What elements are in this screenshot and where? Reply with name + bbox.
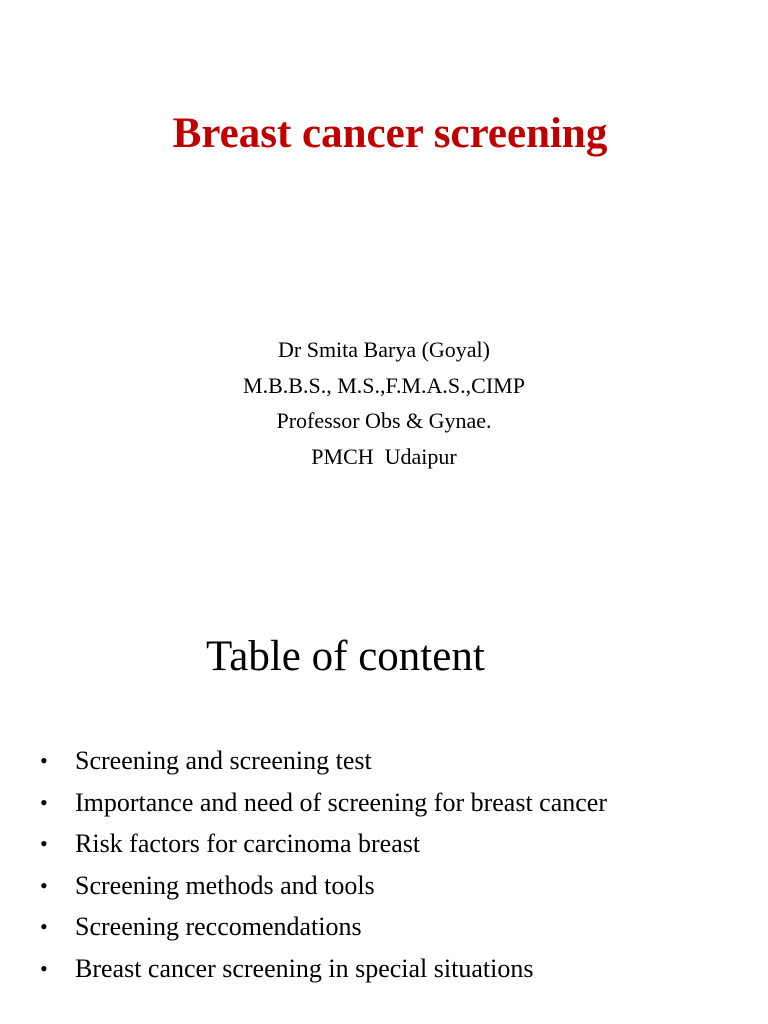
bullet-icon: • xyxy=(40,789,48,815)
list-item-label: Breast cancer screening in special situations xyxy=(75,953,534,983)
author-name: Dr Smita Barya (Goyal) xyxy=(278,337,490,362)
list-item-label: Screening methods and tools xyxy=(75,870,375,900)
presentation-title: Breast cancer screening xyxy=(172,110,608,157)
slide-table-of-content xyxy=(0,512,768,1024)
list-item xyxy=(40,906,607,948)
author-degrees: M.B.B.S., M.S.,F.M.A.S.,CIMP xyxy=(243,372,525,398)
toc-list xyxy=(40,740,607,990)
bullet-icon: • xyxy=(40,748,48,773)
author-institution: PMCH Udaipur xyxy=(311,443,457,469)
list-item xyxy=(40,782,607,824)
bullet-icon: • xyxy=(40,914,48,940)
toc-heading: Table of content xyxy=(206,633,485,680)
list-item xyxy=(40,740,607,782)
author-block xyxy=(0,332,768,474)
bullet-icon: • xyxy=(40,955,48,981)
list-item xyxy=(40,865,607,907)
list-item xyxy=(40,948,607,990)
bullet-icon: • xyxy=(40,831,48,857)
list-item-label: Importance and need of screening for breast cancer xyxy=(75,787,607,817)
list-item-label: Risk factors for carcinoma breast xyxy=(75,829,421,859)
bullet-icon: • xyxy=(40,872,48,898)
list-item xyxy=(40,823,607,865)
list-item-label: Screening reccomendations xyxy=(75,912,362,942)
list-item-label: Screening and screening test xyxy=(75,746,372,775)
author-position: Professor Obs & Gynae. xyxy=(276,408,492,433)
